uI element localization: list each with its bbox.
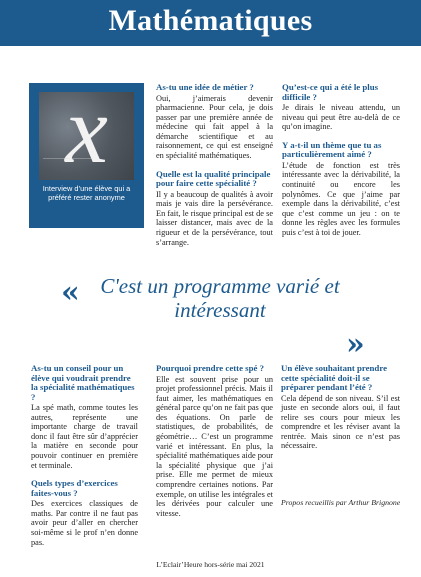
question: Quelle est la qualité principale pour faire cette spécialité ? [156, 168, 271, 189]
question: Pourquoi prendre cette spé ? [156, 363, 265, 373]
question: Y a-t-il un thème que tu as particulièrement aimé ? [282, 139, 382, 160]
answer: Je dirais le niveau attendu, un niveau qui peut être au-delà de ce qu’on imagine. [282, 103, 400, 132]
answer: Cela dépend de son niveau. S’il est juste en seconde alors oui, il faut relire ses cours pour mieux les comprendre et les réviser avant la rentrée. Mais sinon ce n’est pas nécessaire. [281, 393, 400, 451]
answer: Oui, j’aimerais devenir pharmacienne. Pour cela, je dois passer par une première année de médecine qui fait appel à la démarche scientifique et au raisonnement, ce qui est enseigné en spécialité mathématiques. [156, 93, 273, 161]
close-quote-mark: » [346, 327, 365, 362]
question: As-tu un conseil pour un élève qui voudrait prendre la spécialité mathématiques ? [31, 363, 135, 402]
question: Un élève souhaitant prendre cette spécialité doit-il se préparer pendant l’été ? [281, 363, 387, 392]
answer: Il y a beaucoup de qualités à avoir mais je vais dire la persévérance. En fait, le risque principal est de se laisser distancer, mais avec de la rigueur et de la persévérance, tout s’arrange. [156, 189, 273, 247]
question: Qu’est-ce qui a été le plus difficile ? [282, 82, 379, 102]
answer: Elle est souvent prise pour un projet professionnel précis. Mais il faut aimer, les mathématiques en général parce qu’on ne fait pas que des équations. On parle de statistiques, de probabilités, de géométrie… C’est un programme varié et intéressant. En plus, la spécialité mathématiques aide pour la spécialité physique que j’ai prise. Elle me permet de mieux comprendre certaines notions. Par exemple, on utilise les intégrales et les dérivées pour calculer une vitesse. [156, 374, 273, 518]
page-footer: L’Eclair’Heure hors-série mai 2021 [156, 560, 265, 569]
question: Quels types d’exercices faites-vous ? [31, 478, 118, 498]
answer: Des exercices classiques de maths. Par contre il ne faut pas avoir peur d’aller en chercher soi-même si le prof n’en donne pas. [31, 499, 138, 547]
column-4 [156, 364, 273, 521]
title-banner [0, 0, 421, 46]
pull-quote: C'est un programme varié et intéressant [100, 274, 340, 322]
open-quote-mark: « [61, 275, 80, 310]
chalk-formula-decoration [43, 158, 93, 176]
chalkboard-image [39, 92, 134, 180]
column-2 [282, 83, 400, 241]
column-1 [156, 83, 273, 250]
column-5 [281, 364, 400, 454]
photo-panel [29, 83, 144, 228]
question: As-tu une idée de métier ? [156, 82, 254, 92]
page-title: Mathématiques [108, 4, 313, 37]
photo-caption: Interview d’une élève qui a préféré rester anonyme [42, 184, 131, 202]
answer: La spé math, comme toutes les autres, représente une importante charge de travail donc il faut être sûr d’apprécier la matière en seconde pour pouvoir continuer en première et terminale. [31, 403, 138, 470]
x-letter-glyph: x [65, 92, 108, 180]
answer: L’étude de fonction est très intéressante avec la dérivabilité, la continuité ou encore les polynômes. Ce que j’aime par exemple dans la dérivabilité, c’est que c’est comme un jeu : on te donne les règles avec les formules puis c’est à toi de jouer. [282, 160, 400, 237]
author-credit: Propos recueillis par Arthur Brignone [281, 498, 401, 507]
column-3 [31, 364, 138, 550]
